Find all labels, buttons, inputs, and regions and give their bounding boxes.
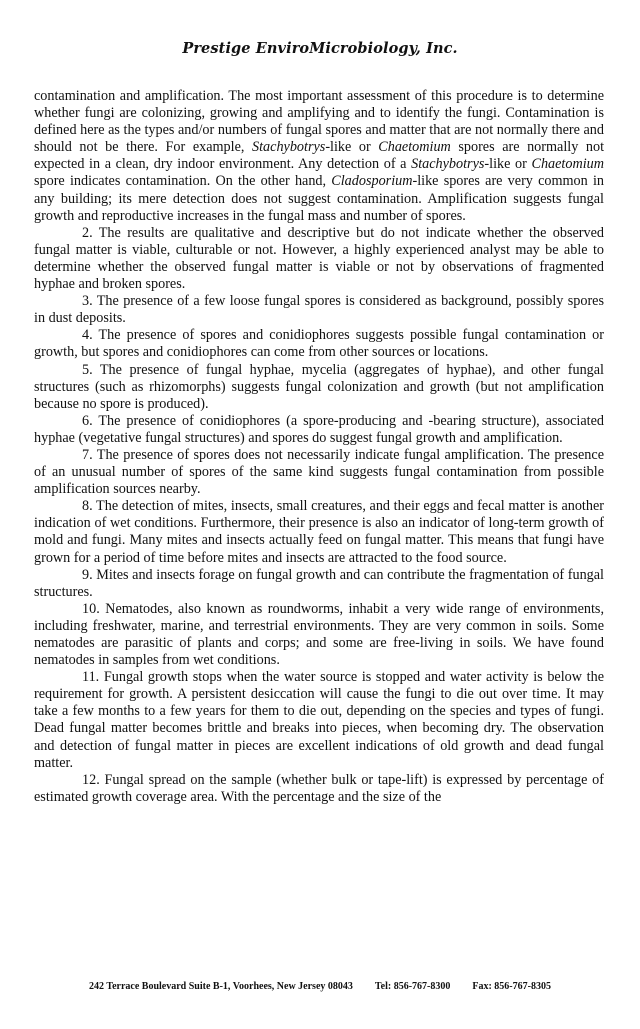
paragraph-12: 12. Fungal spread on the sample (whether bulk or tape-lift) is expressed by percentage of estimated growth coverage area. With the percentage and the size of the bbox=[34, 771, 604, 805]
paragraph-8: 8. The detection of mites, insects, small creatures, and their eggs and fecal matter is another indication of wet conditions. Furthermore, their presence is also an indicator of long-term growth of mold and fungi. Many mites and insects actually feed on fungal matter. This means that fungi have grown for a period of time before mites and insects are attracted to the food source. bbox=[34, 498, 604, 566]
page-header-company: Prestige EnviroMicrobiology, Inc. bbox=[182, 40, 458, 57]
document-body bbox=[34, 88, 604, 806]
paragraph-3: 3. The presence of a few loose fungal spores is considered as background, possibly spores in dust deposits. bbox=[34, 293, 604, 327]
footer-fax: Fax: 856-767-8305 bbox=[472, 981, 551, 992]
footer-address: 242 Terrace Boulevard Suite B-1, Voorhees, New Jersey 08043 bbox=[89, 981, 353, 992]
paragraph-2: 2. The results are qualitative and descriptive but do not indicate whether the observed fungal matter is viable, culturable or not. However, a highly experienced analyst may be able to determine whether the observed fungal matter is viable or not by observations of fragmented hyphae and broken spores. bbox=[34, 224, 604, 293]
paragraph-4: 4. The presence of spores and conidiophores suggests possible fungal contamination or growth, but spores and conidiophores can come from other sources or locations. bbox=[34, 327, 604, 361]
paragraph-9: 9. Mites and insects forage on fungal growth and can contribute the fragmentation of fungal structures. bbox=[34, 566, 604, 600]
footer-tel: Tel: 856-767-8300 bbox=[374, 981, 451, 992]
paragraph-6: 6. The presence of conidiophores (a spore-producing and -bearing structure), associated hyphae (vegetative fungal structures) and spores do suggest fungal growth and amplification. bbox=[34, 412, 604, 446]
paragraph-10: 10. Nematodes, also known as roundworms, inhabit a very wide range of environments, including freshwater, marine, and terrestrial environments. They are very common in soils. Some nematodes are parasitic of plants and corps; and some are free-living in soils. We have found nematodes in samples from wet conditions. bbox=[34, 600, 604, 669]
page-footer bbox=[0, 981, 640, 992]
paragraph-11: 11. Fungal growth stops when the water source is stopped and water activity is below the requirement for growth. A persistent desiccation will cause the fungi to die out over time. It may take a few months to a few years for them to die out, depending on the species and types of fungi. Dead fungal matter becomes brittle and breaks into pieces, when becoming dry. The observation and detection of fungal matter in pieces are excellent indications of old growth and dead fungal matter. bbox=[34, 669, 604, 771]
paragraph-continuation: contamination and amplification. The most important assessment of this procedure is to determine whether fungi are colonizing, growing and amplifying and to identify the fungi. Contamination is defined here as the types and/or numbers of fungal spores and matter that are not normally there and should not be there. For example, Stachybotrys-like or Chaetomium spores are normally not expected in a clean, dry indoor environment. Any detection of a Stachybotrys-like or Chaetomium spore indicates contamination. On the other hand, Cladosporium-like spores are very common in any building; its mere detection does not suggest contamination. Amplification suggests fungal growth and reproductive increases in the fungal mass and number of spores. bbox=[34, 88, 605, 224]
paragraph-5: 5. The presence of fungal hyphae, mycelia (aggregates of hyphae), and other fungal structures (such as rhizomorphs) suggests fungal colonization and growth (but not amplification because no spore is produced). bbox=[34, 361, 604, 412]
paragraph-7: 7. The presence of spores does not necessarily indicate fungal amplification. The presence of an unusual number of spores of the same kind suggests fungal contamination from possible amplification sources nearby. bbox=[34, 446, 604, 498]
